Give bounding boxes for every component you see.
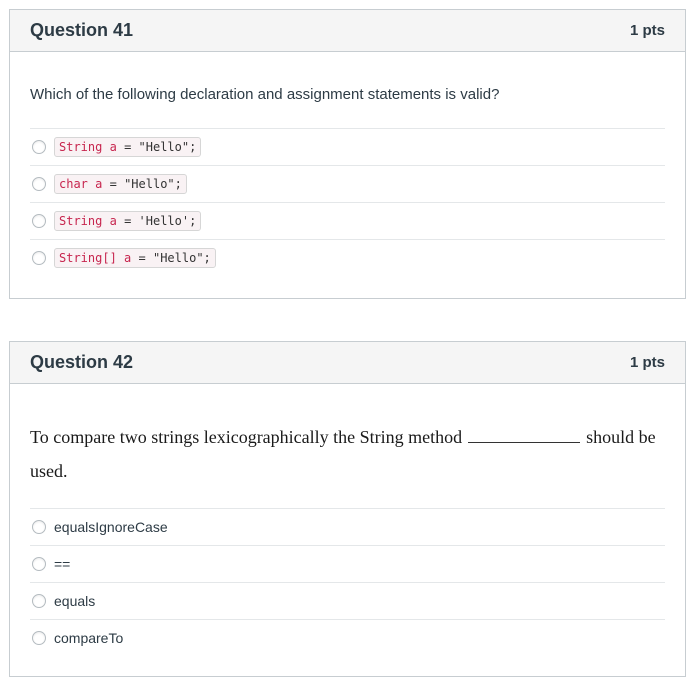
- question-title: Question 41: [30, 20, 134, 40]
- question-header: [10, 342, 685, 384]
- radio-button[interactable]: [32, 631, 46, 645]
- radio-button[interactable]: [32, 177, 46, 191]
- answer-label: compareTo: [54, 630, 124, 646]
- answer-code: String[] a = "Hello";: [54, 248, 216, 268]
- answer-option-3[interactable]: [30, 582, 665, 619]
- answer-list: [30, 128, 665, 276]
- question-points: 1 pts: [629, 354, 665, 371]
- radio-button[interactable]: [32, 214, 46, 228]
- answer-code: String a = 'Hello';: [54, 211, 201, 231]
- question-header: [10, 10, 685, 52]
- question-42: [9, 341, 686, 677]
- answer-label: ==: [54, 556, 71, 572]
- answer-option-2[interactable]: [30, 165, 665, 202]
- answer-label: equalsIgnoreCase: [54, 519, 168, 535]
- radio-button[interactable]: [32, 251, 46, 265]
- question-title: Question 42: [30, 352, 134, 372]
- answer-option-3[interactable]: [30, 202, 665, 239]
- radio-button[interactable]: [32, 557, 46, 571]
- question-text: Which of the following declaration and assignment statements is valid?: [30, 86, 500, 103]
- fill-in-blank: [468, 428, 580, 443]
- radio-button[interactable]: [32, 594, 46, 608]
- answer-option-1[interactable]: [30, 508, 665, 545]
- question-41: [9, 9, 686, 299]
- answer-option-4[interactable]: [30, 619, 665, 656]
- question-points: 1 pts: [629, 22, 665, 39]
- answer-label: equals: [54, 593, 96, 609]
- answer-option-4[interactable]: [30, 239, 665, 276]
- question-text: To compare two strings lexicographically the String method should be used.: [30, 427, 656, 481]
- answer-list: [30, 508, 665, 656]
- radio-button[interactable]: [32, 520, 46, 534]
- answer-option-1[interactable]: [30, 128, 665, 165]
- radio-button[interactable]: [32, 140, 46, 154]
- answer-code: String a = "Hello";: [54, 137, 201, 157]
- answer-option-2[interactable]: [30, 545, 665, 582]
- answer-code: char a = "Hello";: [54, 174, 187, 194]
